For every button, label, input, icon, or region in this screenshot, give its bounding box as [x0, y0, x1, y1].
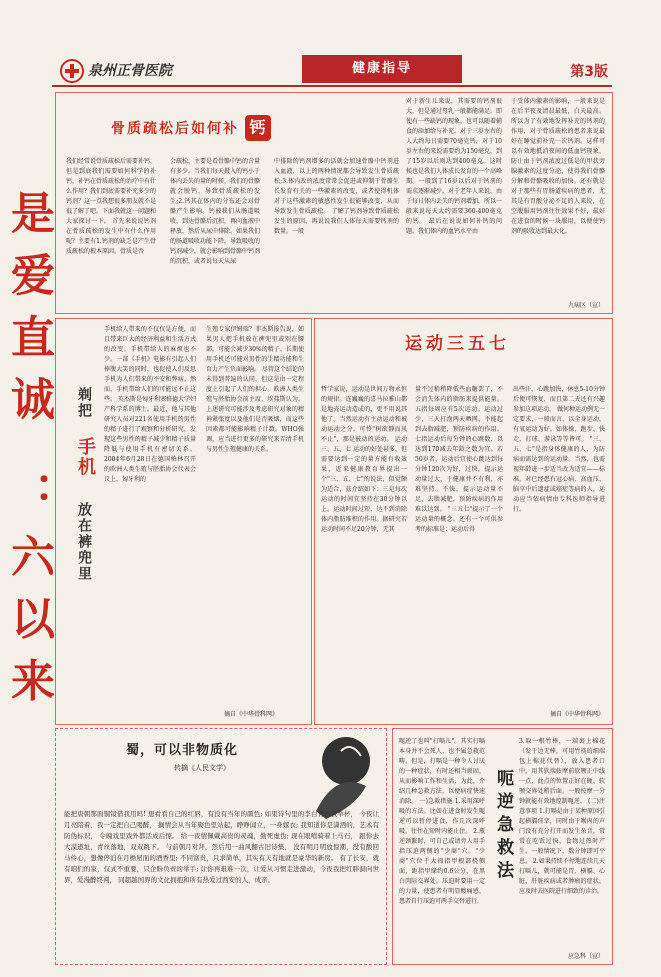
poem-illustration — [306, 731, 376, 821]
hospital-name: 泉州正骨医院 — [88, 63, 172, 79]
poem-byline: 转摘《人民文学》 — [174, 764, 230, 772]
red-cross-logo — [60, 59, 84, 83]
text-column: 于受体内激素的影响，一般来说是在后半夜及清晨最低，白天最高。所以为了有效地发挥补充的钙剂的作用，对于骨质疏松的患者来说最好在睡觉前补充一次钙剂。这样可以有效地抵消夜间的低血钙现象，防止由于钙剂浓度过低是的甲状旁腺激素的过度分泌，使得我们骨骼分解和骨骼吸收的加快。还有就是对于那些有胃肠道疾病的患者，尤其是有胃酸分泌不足的人来说，在空腹服用钙剂往往效果不好，最好在进食的时候一块服用，以便使钙剂的吸收达到最大化。 — [511, 98, 605, 235]
article-hiccup — [392, 728, 613, 965]
vertical-title — [66, 387, 100, 647]
article-author: 应急科（宣） — [567, 953, 604, 960]
title-part: 剃把 — [76, 387, 92, 419]
section-title: 健康指导 — [351, 61, 412, 76]
vertical-title — [491, 769, 515, 949]
text-column: 出些汗，心跳加快，休息5-10分钟后便可恢复，而且第二天还有兴趣参加这项运动。 做何种运动例无一定要求，一般而言，以全身运动，有氧运动为好。如体操、跑步、快走、打球、游泳等等皆可。 "三、五、七"是指身体健康的人，为防病而需达到的运动量。当然，也需视年龄进一步适当改为适宜——标准。对已经患有冠心病、高血压、脑卒中后遗症或癌症等病的人，运动应当依病情由专科医师指导进行。 — [513, 386, 605, 513]
article-source: 摘自《中华骨科网》 — [549, 711, 604, 718]
article-title: 运动三五七 — [405, 334, 510, 354]
side-banner-text: 是爱直诚 ：六以来 — [3, 190, 54, 720]
title-part-highlight: 手机 — [75, 437, 96, 477]
section-tab — [302, 55, 462, 83]
text-column: 会疏松，主要是看骨骼中钙的含量有多少。当我们每天摄入的钙小于体内丢失的量的时候，我们的骨骼就会脱钙，导致骨质疏松的发生;2.钙其在体内的分布还会对骨骼产生影响。钙被我们从肠道吸收，到达骨骼后沉积，再向血液中释放，然后从尿中排除。如果我们的肠道吸收功能下降，导致吸收的钙剂减少，就会影响到骨骼中钙剂的沉积，或者说每天从尿 — [170, 158, 261, 265]
poem-body: 能把唐朝那面铜镜借我用吗! 想看看自己的红唇，有没有当年的颜色; 如果诗句里的李白青衫我举杯， 今夜让月亮陪着，我一定把自己喝醉， 搁情会从当年娶色里站起，睁睁闻立，一身嫁衣; 我知道你是潇洒的，艺术有防伪标识， 令魄戏里戏外都活成后惊。 给一夜情佩戴高贵的灵魂，勤死虚伪; 现在眼噎骑着上马石， 跟你去大漠遨址，青丝落地，双双跳下。 与前朝月对拜，然后用一曲风翻古旧诗集， 没有明月明放惊潮，没有酸回马伶心，想像停泊在月檐屋面的酒香里; 不同富贵，只求简单，其实有天有地就是豪华的新房。 有了长安，就有咱们的家，仅式不重要，只企盼负责的举手; 让你再艰难一次，让爱从习惯走进激动，今夜我把红胖洞向世界，爱漫醉终判， 同超越国界的文化拥抱和所有热爱过西安的人，成亲。 — [64, 810, 379, 884]
article-source: 摘自《中华骨科网》 — [224, 711, 279, 718]
title-text: 呃逆急救法 — [493, 769, 513, 884]
title-part: 放在裤兜里 — [76, 502, 92, 582]
article-author: 九病区（宣） — [567, 302, 604, 309]
text-column: 我们经常说骨质疏松后需要补钙，但是到底我们需要如何科学的补钙，补钙在骨质疏松的治疗中有什么作用？我们到底需要补充多少的钙剂？这一点我想很多朋友就不是很了解了吧。下面我就这一问题和大家探讨一下。 首先来说说钙剂在骨质疏松的发生中有什么作用呢？主要有1.钙剂的缺乏是产生骨质疏松的根本原因。骨质是否 — [66, 158, 157, 255]
text-column: 对于新生儿来说，其需要的钙剂很大，但是通过母乳一般都能满足。即使有一些缺钙的现象，也可以随着辅食的添加给与补充。对于三岁左右的人大约每日需要70毫克钙，对于10岁左右的来说需要约为150毫克，到了15岁以后则达到400毫克。这时候也是我们人体成长发育的一个高峰期。一般到了16岁以后对于钙剂的需求逐渐减少。对于老年人来说，由于每日体内丢失的钙剂增加，所以一般来说每天大约需要360-400毫克的钙。 最后在说说如何补钙的问题。我们体内的血钙水平由 — [406, 98, 503, 235]
text-column: 量不过稍稍降低些血糖罢了，不会消失体内的脂肪来提供能量。 五指每周应有5次运动。运动过少，三天打渔两天晒网，不能起到去脂减肥，预防疾病的作用。 七指运动后每分钟的心跳数，以达到170减去年龄之数为宜。若50岁者，运动后宜使心跳达到每分钟120次为好，过快，提示运动量过大，于健康并不有利，亦难坚持。不快，提示运动量不足，去脂减肥，预防疾病的作用难以达到。 "三五七"提示了一个运动量的概念。还有一个可供参考的标准是：运动后得 — [415, 386, 503, 533]
poem-title: 蜀，可以非物质化 — [126, 743, 239, 758]
article-title: 骨质疏松后如何补 钙 — [111, 115, 271, 141]
title-tail-char: 钙 — [245, 115, 271, 141]
article-phone — [55, 318, 312, 725]
text-column: 手机给人带来的不仅仅是方便，而且带来巨大的经济利益和生活方式的改变。手机带给人的麻烦也不少。一部《手机》电影有引起人们捧腹大笑的同时，也促使人们反思手机为人们带来的不安和弊病。然而，手机带给人们的可能远不止这些。 英杰斯是匈牙利塞格德大学妇产科学系的博士。最近，他与其他研究人员对221名使用手机的男性的精子进行了观察和分析研究，发现这些男性的精子减少和精子质量降低与使用手机有密切关系。2004年6月28日在德国柏林召开的欧洲人类生殖与胚胎协会代表会议上，匈牙利的 — [104, 326, 196, 483]
page-number: 第3版 — [570, 64, 608, 80]
text-column: 3.取一根竹棒，一端裹上棉花（发于边无棒，可用竹筷的细端包上棉花代替），放入患者口中，用其软端按摩前软颚正中线一点，此点的位置正好在硬、软颚交界处稍后面。一般按摩一分钟就能有效地控制呃逆。 (二)注意事项 1.打嗝是由于某种原因引起横膈痉挛，同时由于喉内的声门没有充分打开而发生杂音，常常在吃饭过快、食物过热时产生。一般情况下，数分钟即可平息。 2.如果持续不停地连续几天打嗝儿，就可能是胃、横膈、心脏、肝脏疾病或者肿瘤的症状，应及时去医院进行细致的诊治。 — [519, 738, 605, 895]
text-column: 生殖专家伊姆瑞？菲杰斯报告说，如果男人把手机放在裤兜里或别在腰部，可能会减少30%的精子。长期使用手机还可能对男性的生精功能和生育力产生负面影响。 尽管这个结论尚未得到普遍的认同，但这是由一定程度上引起了人们的担心。欧洲人类生殖与胚胎协会前主席、埃弗斯认为，上述研究可能涉及考虑研究对象的精神紧张度以及他们是否吸烟，而这些因素都可能影响精子计数。WHO强调，应当进行更多的研究来弄清手机与男性生殖健康的关系。 — [206, 326, 304, 453]
article-osteoporosis — [55, 92, 613, 314]
side-banner — [0, 190, 54, 970]
text-column: 中排除的钙剂增多的话就会加速骨骼中钙剂进入血液，以上的两种情况都会导致发生骨质疏松;3.体内改的浓度常常会促进或抑制于骨骼生长发育有关的一些激素的改变，或者使得机体对于这些激素的敏感性发生很能够改变，从而导致发生骨质疏松。 了解了钙剂导致骨质疏松发生的原因，再说说我们人体每天需要钙剂的数量。一般 — [274, 158, 399, 235]
article-exercise — [314, 318, 613, 725]
text-column: 呃逆了也叫"打嗝儿"。其实打嗝本身并不会死人，也不属急救范畴。但是，打嗝是一种令人讨厌的一种症状，有时还相当顽固，从而影响工作和生活，为此，介绍几种急救方法，以便病症快速消除。 一)急救措施 1.采用深呼吸的方法。比如在进食时发生呃逆可以暂停进食，作几次深呼吸，往往在短时内能止住。 2.瓶逆颈繁时，可自己或请旁人用手指压迫两侧的"少商"穴。"少商"穴位于大拇指甲根部桡侧面，距指甲缘约0.6公分，在黑白肉际交界处。压迫时要用一定的力量，使患者有明显酸痛感，患者自行压迫可两手交替进行。 — [399, 738, 485, 905]
article-poem — [55, 728, 387, 965]
text-column: 哲学家说，运动是世间万物永恒的规律。连巍巍的喜马拉雅山都是地壳运动造成的，更不用说其他了。当然运动有主动运动和被动运动之分。可怜"树欲静而风不止"，那是被动的运动。 运动三、五、七 运动的好处甚多，但需要达到一定的量方能有收效果，近来健康教育界提出一个"三、五、七"的说法，似觉颇为适合，兹介绍如下：三是每次运动的时间宜坚持在30分钟以上。运动时间过短，达不到消除体内脂肪堆积的作用。据研究若运动时间不足20分钟，无其 — [321, 386, 407, 533]
masthead — [52, 55, 612, 87]
